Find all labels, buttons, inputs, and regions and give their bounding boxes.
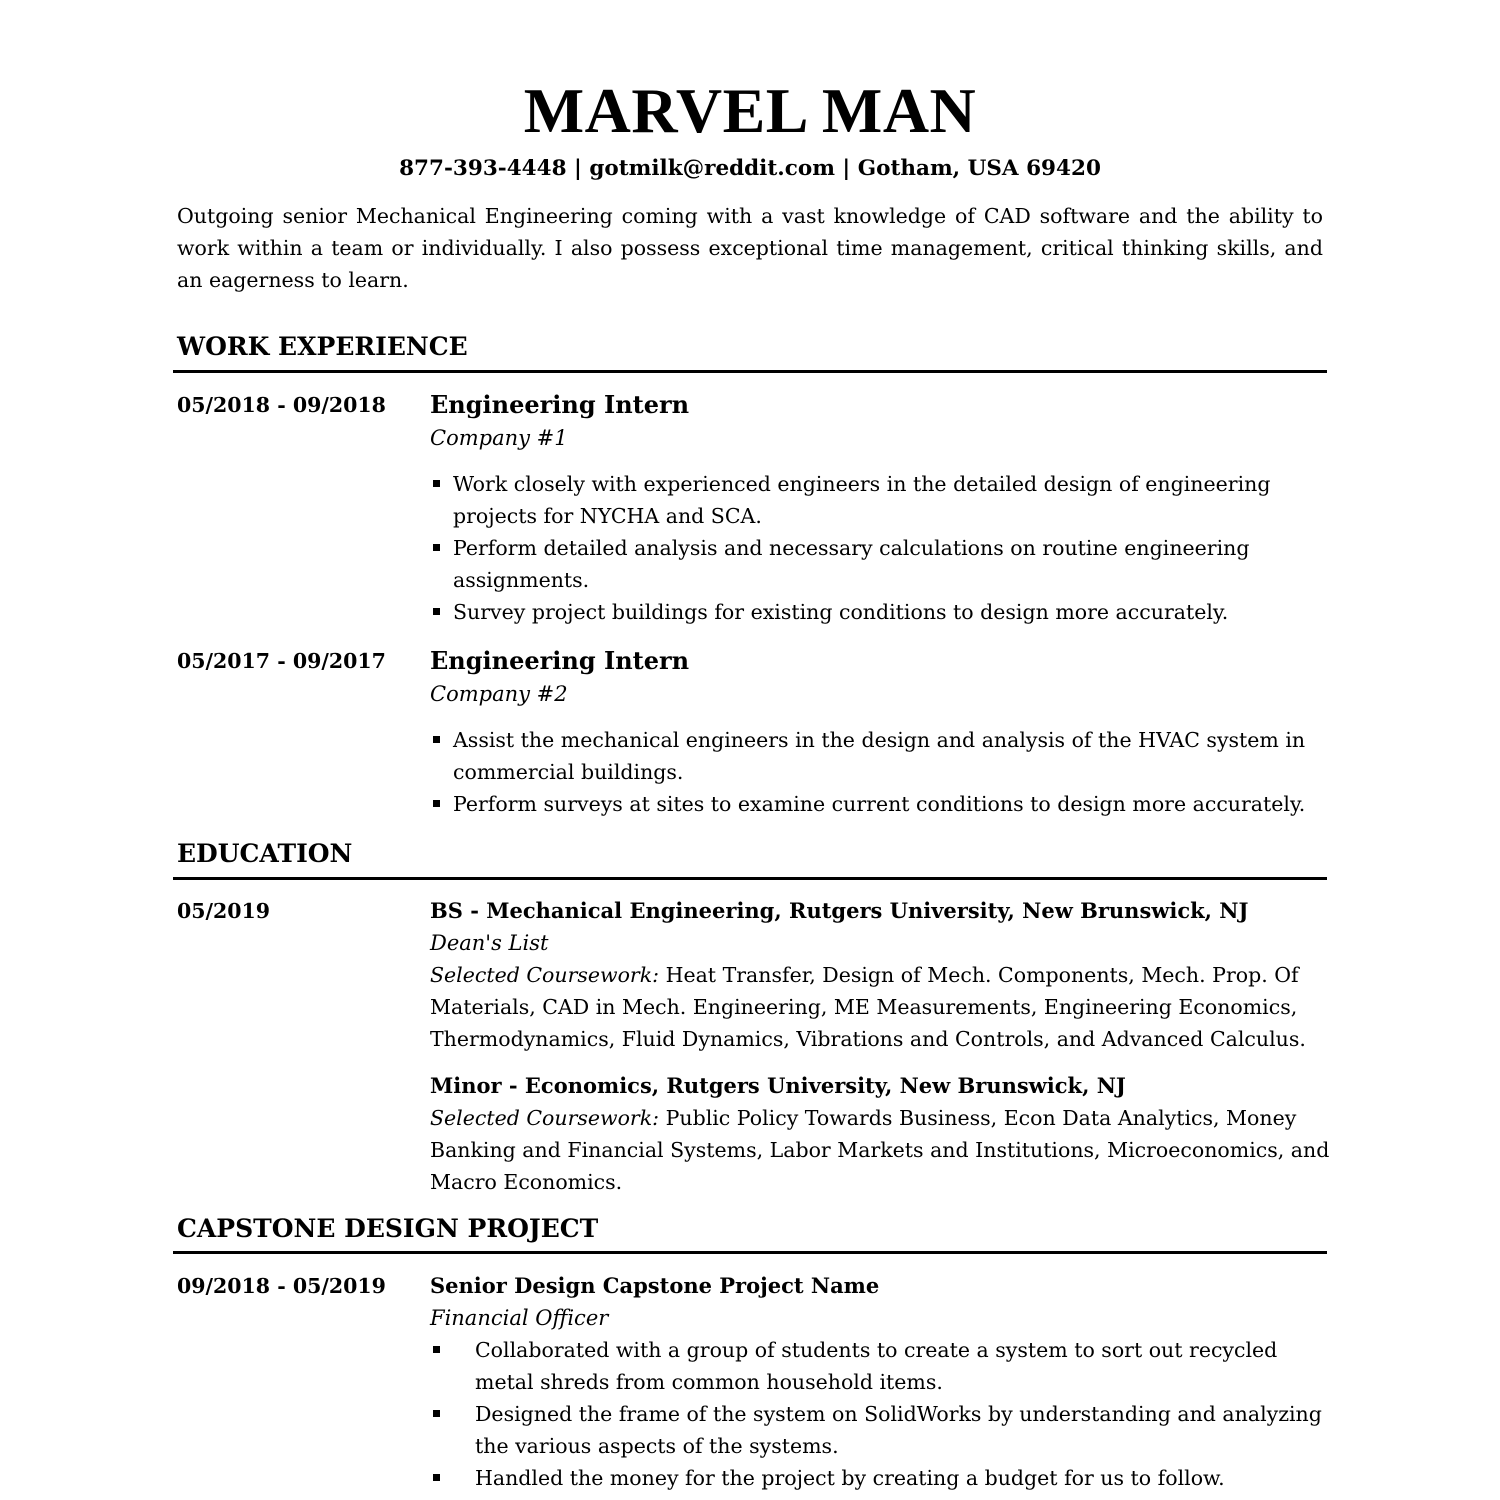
job-dates: 05/2018 - 09/2018 <box>177 393 386 417</box>
bullet-square-icon <box>433 800 440 807</box>
summary-paragraph: Outgoing senior Mechanical Engineering coming with a vast knowledge of CAD software and the ability to work within a team or individually. I also possess exceptional time management, critical thinking skills, and an eagerness to learn. <box>177 204 1323 292</box>
minor-coursework: Selected Coursework: Public Policy Towards Business, Econ Data Analytics, Money Banking and Financial Systems, Labor Markets and Institutions, Microeconomics, and Macro Economics. <box>430 1106 1330 1194</box>
project-bullet: Collaborated with a group of students to create a system to sort out recycled metal shreds from common household items. <box>430 1334 1330 1398</box>
project-bullet: Handled the money for the project by creating a budget for us to follow. <box>430 1462 1330 1494</box>
job-entry <box>430 644 1330 820</box>
capstone-entry <box>430 1270 1330 1494</box>
job-bullet: Assist the mechanical engineers in the design and analysis of the HVAC system in commercial buildings. <box>430 724 1330 788</box>
job-bullet: Work closely with experienced engineers in the detailed design of engineering projects for NYCHA and SCA. <box>430 468 1330 532</box>
job-title: Engineering Intern <box>430 646 690 675</box>
bullet-square-icon <box>433 608 440 615</box>
bullet-square-icon <box>433 736 440 743</box>
section-title-work-experience: WORK EXPERIENCE <box>177 332 468 361</box>
project-role: Financial Officer <box>430 1306 609 1330</box>
minor-line: Minor - Economics, Rutgers University, New Brunswick, NJ <box>430 1073 1126 1098</box>
degree-coursework: Selected Coursework: Heat Transfer, Design of Mech. Components, Mech. Prop. Of Materials, CAD in Mech. Engineering, ME Measurements, Engineering Economics, Thermodynamics, Fluid Dynamics, Vibrations and Controls, and Advanced Calculus. <box>430 963 1306 1051</box>
job-bullet: Survey project buildings for existing conditions to design more accurately. <box>430 596 1330 628</box>
job-entry <box>430 388 1330 628</box>
education-date: 05/2019 <box>177 899 271 923</box>
bullet-square-icon <box>433 1410 440 1417</box>
job-bullet: Perform surveys at sites to examine current conditions to design more accurately. <box>430 788 1330 820</box>
resume-name: MARVEL MAN <box>523 75 977 146</box>
bullet-square-icon <box>433 544 440 551</box>
job-bullet-list <box>430 468 1330 628</box>
job-title: Engineering Intern <box>430 390 690 419</box>
project-bullet-list <box>430 1334 1330 1494</box>
degree-line: BS - Mechanical Engineering, Rutgers University, New Brunswick, NJ <box>430 898 1249 923</box>
honor-line: Dean's List <box>430 931 549 955</box>
project-bullet: Designed the frame of the system on SolidWorks by understanding and analyzing the various aspects of the systems. <box>430 1398 1330 1462</box>
capstone-dates: 09/2018 - 05/2019 <box>177 1274 386 1298</box>
job-dates: 05/2017 - 09/2017 <box>177 649 386 673</box>
section-divider <box>173 1251 1327 1254</box>
project-name: Senior Design Capstone Project Name <box>430 1273 880 1298</box>
bullet-square-icon <box>433 1474 440 1481</box>
job-bullet-list <box>430 724 1330 820</box>
company-name: Company #2 <box>430 682 568 706</box>
company-name: Company #1 <box>430 426 568 450</box>
section-title-education: EDUCATION <box>177 839 353 868</box>
section-divider <box>173 877 1327 880</box>
job-bullet: Perform detailed analysis and necessary calculations on routine engineering assignments. <box>430 532 1330 596</box>
bullet-square-icon <box>433 480 440 487</box>
section-title-capstone: CAPSTONE DESIGN PROJECT <box>177 1214 599 1243</box>
education-entry <box>430 895 1330 1198</box>
contact-line: 877-393-4448 | gotmilk@reddit.com | Gotham, USA 69420 <box>399 156 1101 181</box>
bullet-square-icon <box>433 1346 440 1353</box>
section-divider <box>173 370 1327 373</box>
